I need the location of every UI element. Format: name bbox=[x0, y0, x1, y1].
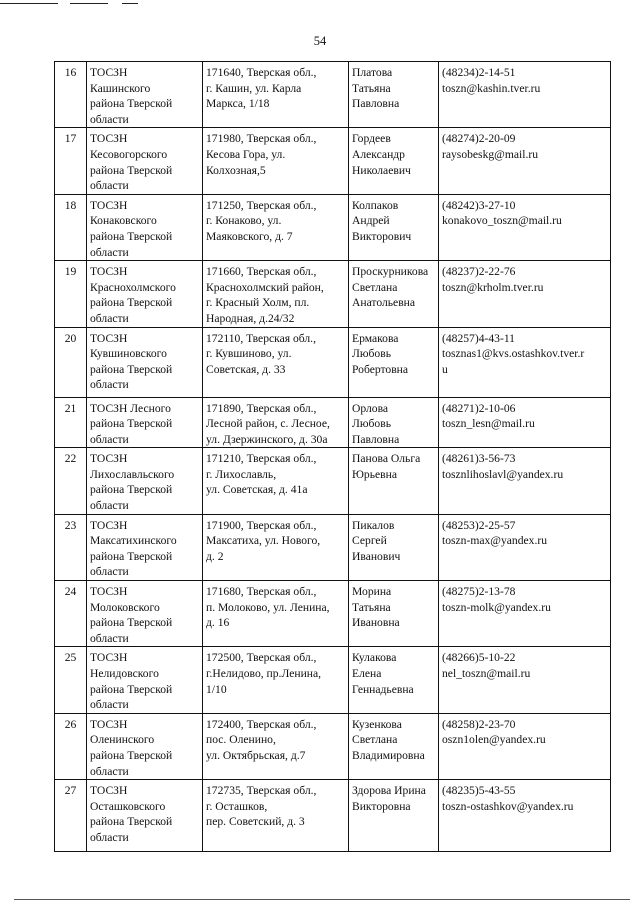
address-line: 171250, Тверская обл., bbox=[206, 198, 317, 212]
contacts-cell bbox=[439, 62, 611, 128]
contacts-cell bbox=[439, 780, 611, 852]
org-name-line: ТОСЗН bbox=[90, 717, 128, 731]
table-row bbox=[55, 514, 611, 580]
bottom-rule bbox=[14, 899, 630, 900]
contacts-cell bbox=[439, 581, 611, 647]
org-name-line: области bbox=[90, 432, 129, 446]
contacts-cell bbox=[439, 397, 611, 448]
table-row bbox=[55, 261, 611, 327]
address-cell bbox=[203, 62, 349, 128]
address-line: г. Осташков, bbox=[206, 799, 268, 813]
org-name-line: района Тверской bbox=[90, 229, 173, 243]
address-line: 172400, Тверская обл., bbox=[206, 717, 317, 731]
row-number-cell: 19 bbox=[55, 261, 87, 327]
org-name-cell bbox=[87, 62, 203, 128]
head-name-line: Геннадьевна bbox=[352, 682, 414, 696]
address-cell bbox=[203, 780, 349, 852]
contacts-line: (48261)3-56-73 bbox=[442, 452, 516, 466]
row-number-cell: 22 bbox=[55, 448, 87, 514]
org-name-line: района Тверской bbox=[90, 362, 173, 376]
row-number-cell: 16 bbox=[55, 62, 87, 128]
org-name-line: района Тверской bbox=[90, 549, 173, 563]
table-body bbox=[55, 62, 611, 852]
head-name-cell bbox=[349, 327, 439, 397]
contacts-cell bbox=[439, 261, 611, 327]
org-name-line: области bbox=[90, 311, 129, 325]
org-name-line: области bbox=[90, 565, 129, 579]
address-line: 171680, Тверская обл., bbox=[206, 585, 317, 599]
contacts-cell bbox=[439, 448, 611, 514]
address-line: 171210, Тверская обл., bbox=[206, 452, 317, 466]
address-line: ул. Дзержинского, д. 30а bbox=[206, 432, 328, 446]
contacts-line: u bbox=[442, 362, 448, 376]
head-name-line: Робертовна bbox=[352, 362, 409, 376]
address-line: 171890, Тверская обл., bbox=[206, 401, 317, 415]
org-name-cell bbox=[87, 581, 203, 647]
contacts-line: toszn-molk@yandex.ru bbox=[442, 600, 551, 614]
row-number-cell: 18 bbox=[55, 194, 87, 260]
contacts-cell bbox=[439, 514, 611, 580]
address-line: г. Кувшиново, ул. bbox=[206, 347, 292, 361]
address-line: Максатиха, ул. Нового, bbox=[206, 534, 321, 548]
org-name-line: Кесовогорского bbox=[90, 147, 168, 161]
org-name-cell bbox=[87, 713, 203, 779]
head-name-line: Светлана bbox=[352, 733, 398, 747]
org-name-line: ТОСЗН bbox=[90, 452, 128, 466]
head-name-line: Колпаков bbox=[352, 198, 399, 212]
head-name-cell bbox=[349, 261, 439, 327]
address-line: г. Красный Холм, пл. bbox=[206, 296, 310, 310]
address-line: Кесова Гора, ул. bbox=[206, 147, 286, 161]
head-name-line: Сергей bbox=[352, 534, 387, 548]
contacts-line: (48274)2-20-09 bbox=[442, 132, 516, 146]
head-name-cell bbox=[349, 581, 439, 647]
org-name-line: области bbox=[90, 830, 129, 844]
org-name-line: Оленинского bbox=[90, 733, 155, 747]
address-line: 171900, Тверская обл., bbox=[206, 518, 317, 532]
top-rule-left bbox=[0, 3, 58, 4]
contacts-cell bbox=[439, 327, 611, 397]
address-line: г.Нелидово, пр.Ленина, bbox=[206, 667, 322, 680]
head-name-line: Викторович bbox=[352, 229, 412, 243]
org-name-cell bbox=[87, 128, 203, 194]
head-name-line: Андрей bbox=[352, 214, 390, 228]
head-name-line: Кузенкова bbox=[352, 717, 402, 731]
org-name-line: ТОСЗН bbox=[90, 198, 128, 212]
org-name-line: Кувшиновского bbox=[90, 347, 167, 361]
head-name-line: Кулакова bbox=[352, 651, 397, 665]
org-name-line: Лихославльского bbox=[90, 467, 175, 481]
address-cell bbox=[203, 327, 349, 397]
org-name-cell bbox=[87, 327, 203, 397]
contacts-line: nel_toszn@mail.ru bbox=[442, 667, 531, 680]
table-row bbox=[55, 713, 611, 779]
contacts-cell bbox=[439, 128, 611, 194]
table-row bbox=[55, 194, 611, 260]
org-name-cell bbox=[87, 780, 203, 852]
head-name-cell bbox=[349, 62, 439, 128]
contacts-cell bbox=[439, 194, 611, 260]
address-line: 172500, Тверская обл., bbox=[206, 651, 317, 665]
head-name-line: Панова Ольга bbox=[352, 452, 421, 466]
org-name-line: района Тверской bbox=[90, 97, 173, 111]
top-rule-right bbox=[122, 3, 138, 4]
address-line: г. Кашин, ул. Карла bbox=[206, 81, 302, 95]
org-name-line: района Тверской bbox=[90, 616, 173, 630]
address-line: пер. Советский, д. 3 bbox=[206, 815, 305, 829]
org-name-line: Краснохолмского bbox=[90, 280, 176, 294]
head-name-line: Татьяна bbox=[352, 600, 391, 614]
org-name-line: ТОСЗН bbox=[90, 132, 128, 146]
row-number-cell: 23 bbox=[55, 514, 87, 580]
contacts-line: (48237)2-22-76 bbox=[442, 265, 516, 279]
org-name-line: ТОСЗН bbox=[90, 651, 128, 665]
address-cell bbox=[203, 397, 349, 448]
org-name-cell bbox=[87, 194, 203, 260]
address-cell bbox=[203, 448, 349, 514]
address-line: 171640, Тверская обл., bbox=[206, 66, 317, 79]
head-name-cell bbox=[349, 647, 439, 713]
address-line: Народная, д.24/32 bbox=[206, 311, 295, 325]
head-name-line: Анатольевна bbox=[352, 296, 416, 310]
org-name-cell bbox=[87, 647, 203, 713]
top-rule-mid bbox=[70, 3, 108, 4]
org-name-line: района Тверской bbox=[90, 483, 173, 497]
head-name-line: Гордеев bbox=[352, 132, 391, 146]
org-name-line: ТОСЗН bbox=[90, 66, 128, 79]
org-name-line: Осташковского bbox=[90, 799, 166, 813]
head-name-line: Любовь bbox=[352, 347, 391, 361]
table-row bbox=[55, 397, 611, 448]
contacts-cell bbox=[439, 713, 611, 779]
org-name-line: Молоковского bbox=[90, 600, 160, 614]
contacts-line: toszn@kashin.tver.ru bbox=[442, 81, 541, 95]
row-number-cell: 17 bbox=[55, 128, 87, 194]
head-name-line: Ермакова bbox=[352, 331, 399, 345]
address-line: ул. Октябрьская, д.7 bbox=[206, 748, 306, 762]
head-name-line: Павловна bbox=[352, 97, 400, 111]
contacts-line: (48271)2-10-06 bbox=[442, 401, 516, 415]
org-name-line: района Тверской bbox=[90, 815, 173, 829]
address-line: 172735, Тверская обл., bbox=[206, 784, 317, 798]
org-name-line: района Тверской bbox=[90, 417, 173, 431]
contacts-line: oszn1olen@yandex.ru bbox=[442, 733, 546, 747]
table-row bbox=[55, 128, 611, 194]
address-cell bbox=[203, 194, 349, 260]
address-line: 172110, Тверская обл., bbox=[206, 331, 316, 345]
address-line: Советская, д. 33 bbox=[206, 362, 286, 376]
head-name-cell bbox=[349, 514, 439, 580]
org-name-line: ТОСЗН bbox=[90, 331, 128, 345]
contacts-line: (48235)5-43-55 bbox=[442, 784, 516, 798]
org-name-line: района Тверской bbox=[90, 296, 173, 310]
org-name-line: области bbox=[90, 631, 129, 645]
row-number-cell: 24 bbox=[55, 581, 87, 647]
row-number-cell: 21 bbox=[55, 397, 87, 448]
org-name-line: области bbox=[90, 245, 129, 259]
address-cell bbox=[203, 713, 349, 779]
table-row bbox=[55, 327, 611, 397]
head-name-line: Платова bbox=[352, 66, 393, 79]
organizations-table bbox=[54, 61, 611, 852]
org-name-line: района Тверской bbox=[90, 682, 173, 696]
contacts-line: toszn@krholm.tver.ru bbox=[442, 280, 544, 294]
table-row bbox=[55, 581, 611, 647]
org-name-line: области bbox=[90, 764, 129, 778]
head-name-line: Александр bbox=[352, 147, 405, 161]
org-name-cell bbox=[87, 448, 203, 514]
head-name-line: Проскурникова bbox=[352, 265, 429, 279]
head-name-line: Морина bbox=[352, 585, 392, 599]
row-number-cell: 25 bbox=[55, 647, 87, 713]
head-name-line: Любовь bbox=[352, 417, 391, 431]
address-cell bbox=[203, 514, 349, 580]
address-line: Маркса, 1/18 bbox=[206, 97, 270, 111]
address-line: 171660, Тверская обл., bbox=[206, 265, 317, 279]
address-line: Лесной район, с. Лесное, bbox=[206, 417, 330, 431]
org-name-line: ТОСЗН bbox=[90, 585, 128, 599]
contacts-line: toszn-max@yandex.ru bbox=[442, 534, 548, 548]
org-name-line: ТОСЗН bbox=[90, 784, 128, 798]
head-name-line: Юрьевна bbox=[352, 467, 397, 481]
org-name-line: района Тверской bbox=[90, 748, 173, 762]
head-name-cell bbox=[349, 713, 439, 779]
contacts-line: (48258)2-23-70 bbox=[442, 717, 516, 731]
address-line: Краснохолмский район, bbox=[206, 280, 324, 294]
address-line: 171980, Тверская обл., bbox=[206, 132, 317, 146]
head-name-line: Здорова Ирина bbox=[352, 784, 426, 798]
head-name-line: Орлова bbox=[352, 401, 389, 415]
contacts-line: konakovo_toszn@mail.ru bbox=[442, 214, 562, 228]
address-cell bbox=[203, 647, 349, 713]
org-name-line: области bbox=[90, 499, 129, 513]
head-name-cell bbox=[349, 128, 439, 194]
contacts-line: toszn_lesn@mail.ru bbox=[442, 417, 535, 431]
head-name-cell bbox=[349, 397, 439, 448]
head-name-line: Елена bbox=[352, 667, 382, 680]
head-name-cell bbox=[349, 780, 439, 852]
address-line: 1/10 bbox=[206, 682, 227, 696]
row-number-cell: 27 bbox=[55, 780, 87, 852]
address-line: п. Молоково, ул. Ленина, bbox=[206, 600, 330, 614]
head-name-line: Татьяна bbox=[352, 81, 391, 95]
address-line: Маяковского, д. 7 bbox=[206, 229, 293, 243]
contacts-line: (48257)4-43-11 bbox=[442, 331, 515, 345]
address-line: г. Конаково, ул. bbox=[206, 214, 282, 228]
address-line: д. 2 bbox=[206, 549, 224, 563]
table-row bbox=[55, 780, 611, 852]
head-name-line: Николаевич bbox=[352, 163, 411, 177]
address-line: пос. Оленино, bbox=[206, 733, 276, 747]
contacts-line: (48253)2-25-57 bbox=[442, 518, 516, 532]
head-name-line: Владимировна bbox=[352, 748, 425, 762]
address-line: ул. Советская, д. 41а bbox=[206, 483, 308, 497]
table-row bbox=[55, 448, 611, 514]
head-name-cell bbox=[349, 194, 439, 260]
head-name-cell bbox=[349, 448, 439, 514]
contacts-line: raysobeskg@mail.ru bbox=[442, 147, 538, 161]
address-cell bbox=[203, 261, 349, 327]
org-name-line: ТОСЗН bbox=[90, 518, 128, 532]
row-number-cell: 20 bbox=[55, 327, 87, 397]
org-name-line: ТОСЗН bbox=[90, 265, 128, 279]
contacts-line: (48242)3-27-10 bbox=[442, 198, 516, 212]
address-line: д. 16 bbox=[206, 616, 230, 630]
head-name-line: Викторовна bbox=[352, 799, 411, 813]
org-name-line: области bbox=[90, 698, 129, 712]
org-name-line: области bbox=[90, 179, 129, 193]
org-name-cell bbox=[87, 514, 203, 580]
table-row bbox=[55, 647, 611, 713]
contacts-line: toszn-ostashkov@yandex.ru bbox=[442, 799, 574, 813]
address-cell bbox=[203, 128, 349, 194]
org-name-line: Нелидовского bbox=[90, 667, 159, 680]
head-name-line: Светлана bbox=[352, 280, 398, 294]
contacts-line: (48266)5-10-22 bbox=[442, 651, 516, 665]
org-name-cell bbox=[87, 261, 203, 327]
org-name-line: ТОСЗН Лесного bbox=[90, 401, 171, 415]
contacts-line: (48275)2-13-78 bbox=[442, 585, 516, 599]
row-number-cell: 26 bbox=[55, 713, 87, 779]
head-name-line: Пикалов bbox=[352, 518, 395, 532]
address-line: Колхозная,5 bbox=[206, 163, 266, 177]
address-line: г. Лихославль, bbox=[206, 467, 277, 481]
contacts-line: (48234)2-14-51 bbox=[442, 66, 516, 79]
org-name-line: Конаковского bbox=[90, 214, 157, 228]
table-row bbox=[55, 62, 611, 128]
contacts-line: tosznlihoslavl@yandex.ru bbox=[442, 467, 564, 481]
head-name-line: Павловна bbox=[352, 432, 400, 446]
head-name-line: Ивановна bbox=[352, 616, 400, 630]
org-name-line: района Тверской bbox=[90, 163, 173, 177]
org-name-line: Кашинского bbox=[90, 81, 151, 95]
org-name-line: области bbox=[90, 378, 129, 392]
org-name-line: области bbox=[90, 112, 129, 126]
org-name-line: Максатихинского bbox=[90, 534, 177, 548]
contacts-cell bbox=[439, 647, 611, 713]
head-name-line: Иванович bbox=[352, 549, 401, 563]
address-cell bbox=[203, 581, 349, 647]
page-number: 54 bbox=[313, 34, 327, 48]
contacts-line: tosznas1@kvs.ostashkov.tver.r bbox=[442, 347, 585, 361]
org-name-cell bbox=[87, 397, 203, 448]
